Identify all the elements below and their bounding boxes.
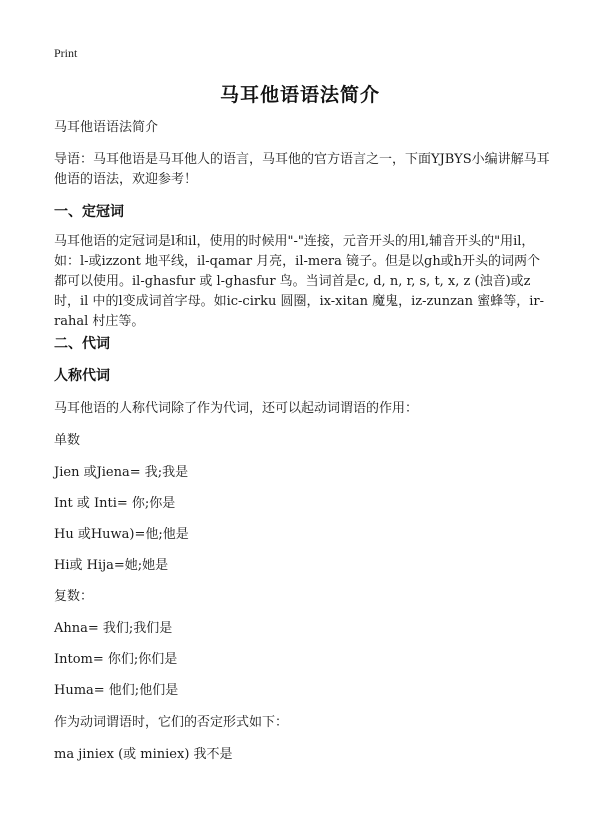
section2-body: 马耳他语的人称代词除了作为代词，还可以起动词谓语的作用：: [54, 401, 419, 416]
section1-body: 马耳他语的定冠词是l和il，使用的时候用"-"连接，元音开头的用l,辅音开头的"用il，如：l-或izzont 地平线，il-qamar 月亮，il-mera 镜子。但是以gh或h开头的词两个都可以使用。il-ghasfur 或 l-ghasfur 鸟。当词首是c, d, n, r, s, t, x, z (浊音)或z时，il 中的l变成词首字母。如ic-cirku 圆圈，ix-xitan 魔鬼，iz-zunzan 蜜蜂等，ir-rahal 村庄等。: [54, 234, 544, 329]
section2-subheading: 人称代词: [54, 368, 110, 384]
list-item: Int 或 Inti= 你;你是: [54, 496, 176, 511]
negation-example: ma jiniex (或 miniex) 我不是: [54, 747, 233, 762]
page-title: 马耳他语语法简介: [219, 84, 380, 106]
section1-heading: 一、定冠词: [54, 204, 124, 220]
list-item: Ahna= 我们;我们是: [54, 621, 173, 636]
singular-label: 单数: [54, 433, 81, 448]
intro-paragraph: 导语：马耳他语是马耳他人的语言，马耳他的官方语言之一，下面YJBYS小编讲解马耳他语的语法，欢迎参考！: [54, 152, 550, 187]
section2-heading: 二、代词: [54, 336, 110, 352]
list-item: Hu 或Huwa)=他;他是: [54, 527, 189, 542]
list-item: Huma= 他们;他们是: [54, 683, 179, 698]
list-item: Hi或 Hija=她;她是: [54, 558, 169, 573]
subtitle: 马耳他语语法简介: [54, 120, 159, 135]
list-item: Intom= 你们;你们是: [54, 652, 178, 667]
negation-intro: 作为动词谓语时，它们的否定形式如下：: [54, 715, 289, 730]
plural-label: 复数：: [54, 589, 94, 604]
print-label[interactable]: Print: [54, 46, 78, 60]
list-item: Jien 或Jiena= 我;我是: [54, 465, 189, 480]
